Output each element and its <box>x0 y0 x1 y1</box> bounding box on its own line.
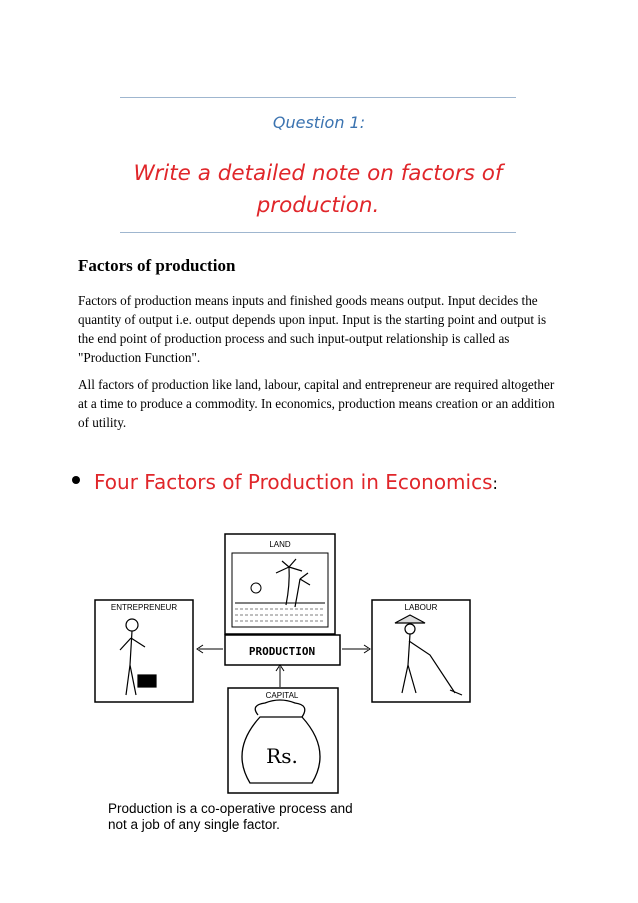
diagram-caption-line2: not a job of any single factor. <box>108 817 280 832</box>
capital-label: CAPITAL <box>265 691 299 700</box>
bullet-text: Four Factors of Production in Economics <box>94 470 493 494</box>
entrepreneur-box <box>95 600 193 702</box>
question-title <box>120 158 516 222</box>
money-bag-label: Rs. <box>266 744 298 768</box>
question-title-line2: production. <box>256 193 380 218</box>
question-title-line1: Write a detailed note on factors of <box>133 161 503 186</box>
paragraph-1: Factors of production means inputs and finished goods means output. Input decides the quantity of output i.e. output depends upon input. Input is the starting point and output is the end point of production process and such input-output relationship is called as "Production Function". <box>78 293 547 365</box>
land-box <box>225 534 335 634</box>
bottom-divider <box>120 232 516 233</box>
factors-diagram <box>90 525 510 825</box>
entrepreneur-label: ENTREPRENEUR <box>110 603 178 612</box>
capital-box <box>228 688 338 793</box>
labour-label: LABOUR <box>404 603 438 612</box>
bullet-dot-icon <box>72 476 80 484</box>
section-heading: Factors of production <box>78 256 236 275</box>
question-label: Question 1: <box>272 113 366 132</box>
paragraph-2: All factors of production like land, labour, capital and entrepreneur are required altogether at a time to produce a commodity. In economics, production means creation or an addition of utility. <box>78 377 555 430</box>
bullet-colon: : <box>492 474 498 493</box>
top-divider <box>120 97 516 98</box>
bullet-item <box>72 470 498 494</box>
labour-box <box>372 600 470 702</box>
production-box <box>225 635 340 665</box>
land-label: LAND <box>269 540 291 549</box>
production-label: PRODUCTION <box>248 645 316 658</box>
diagram-caption-line1: Production is a co-operative process and <box>108 801 353 816</box>
